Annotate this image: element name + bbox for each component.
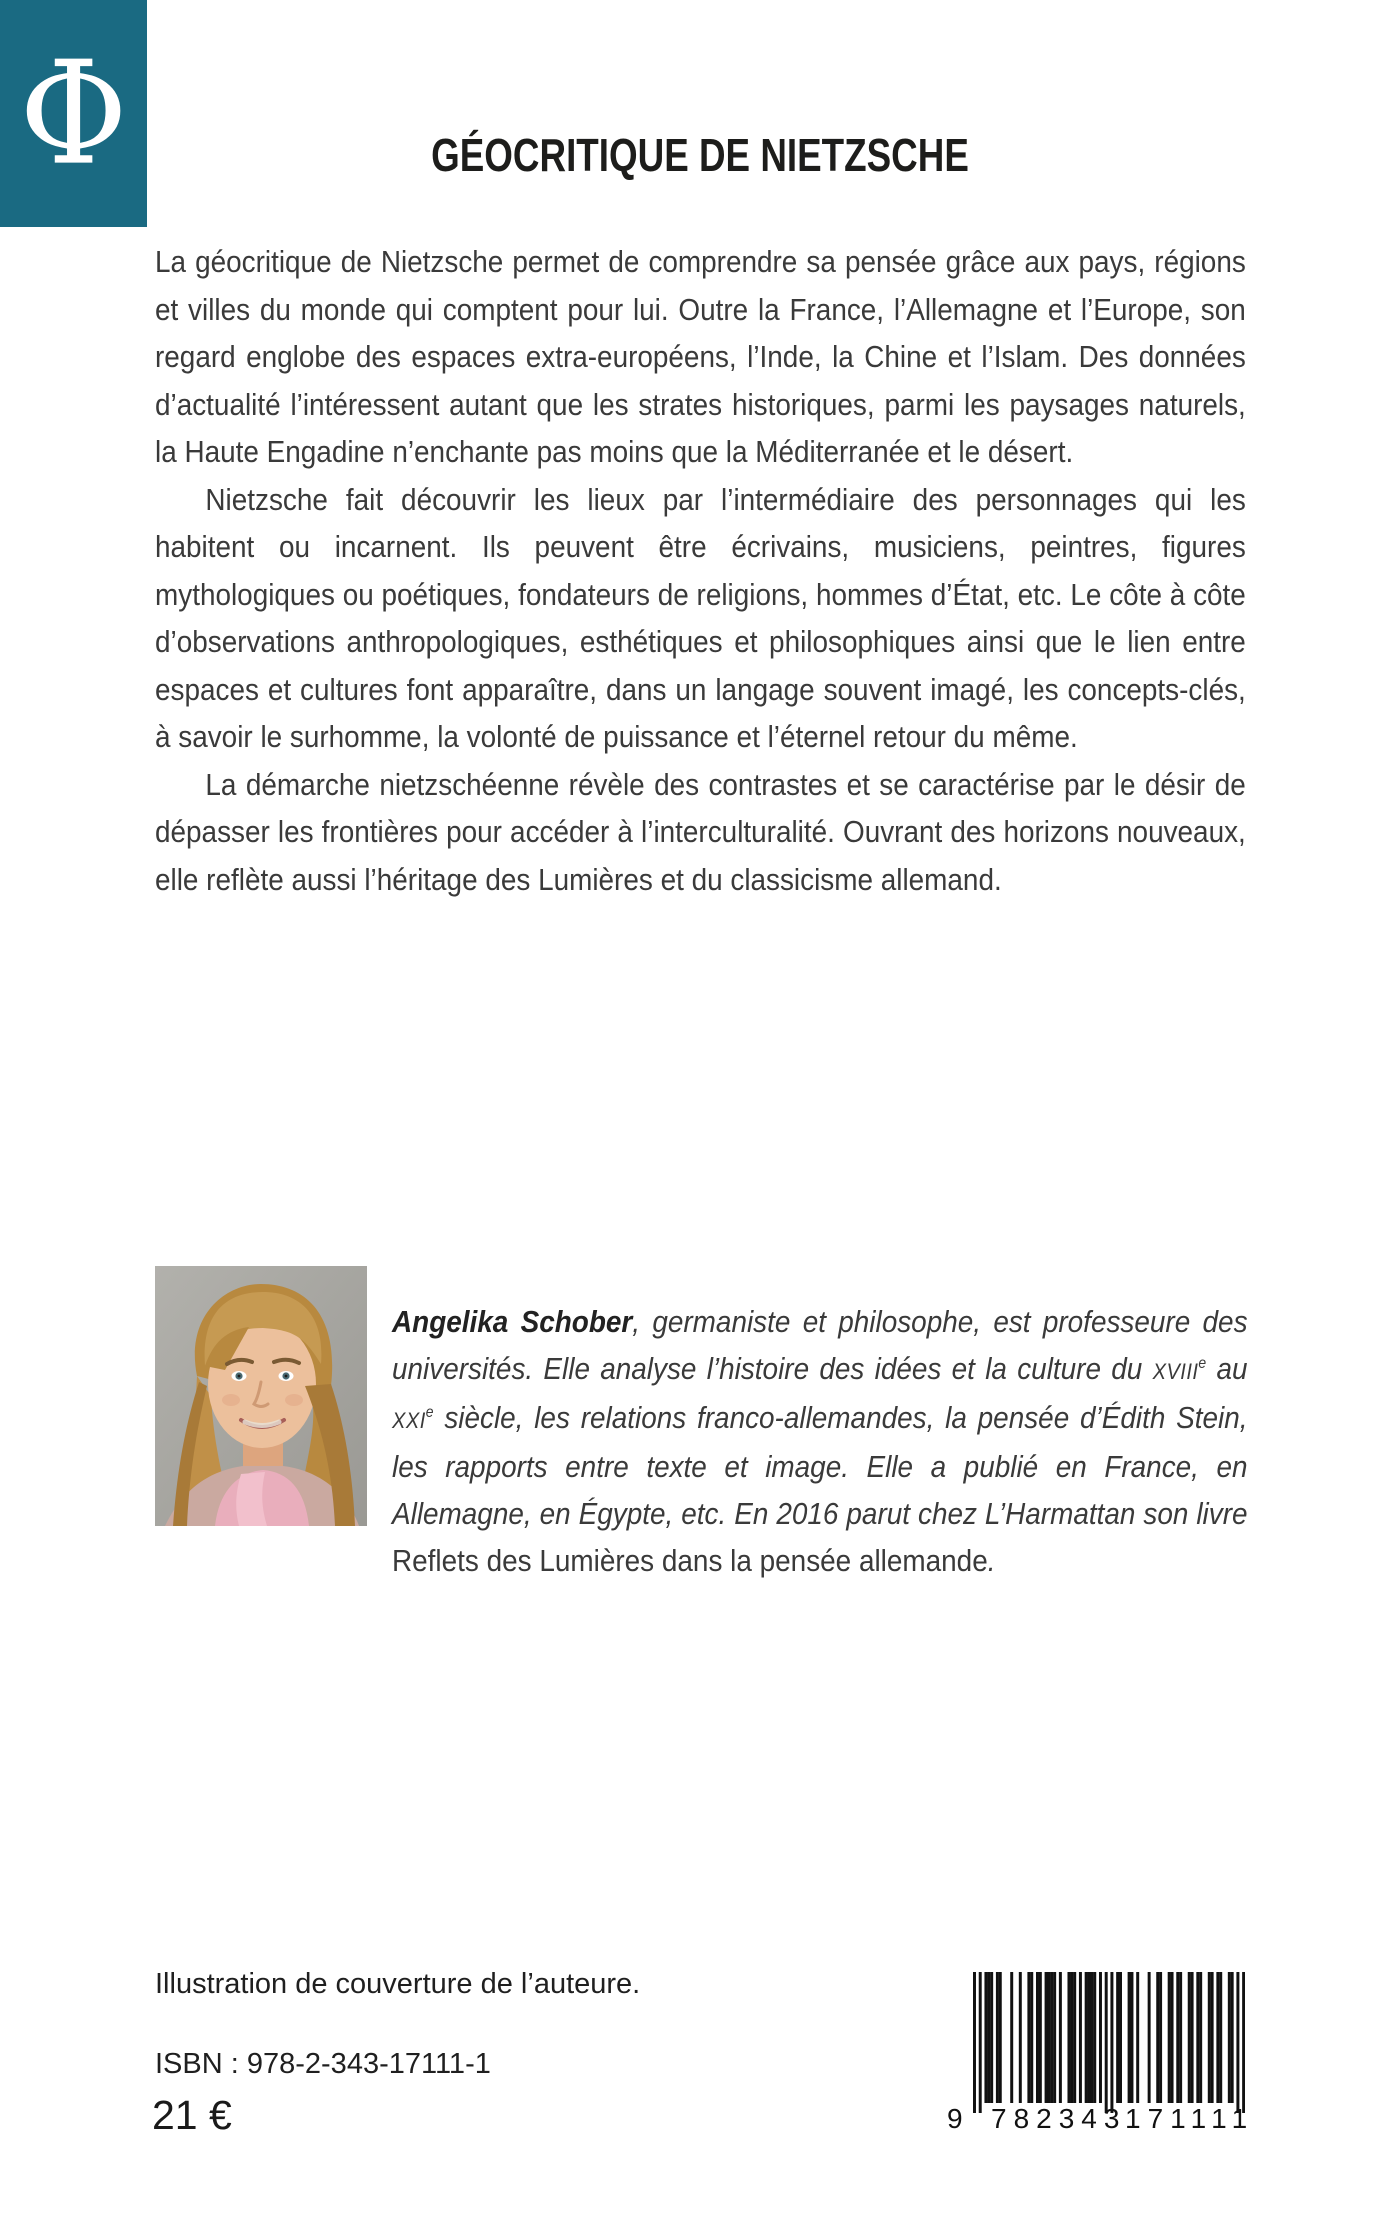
illustration-credit: Illustration de couverture de l’auteure.	[155, 1968, 641, 2000]
author-bio	[392, 1299, 1248, 1585]
synopsis-paragraph-1: La géocritique de Nietzsche permet de comprendre sa pensée grâce aux pays, régions et villes du monde qui comptent pour lui. Outre la France, l’Allemagne et l’Europe, son regard englobe des espaces extra-européens, l’Inde, la Chine et l’Islam. Des données d’actualité l’intéressent autant que les strates historiques, parmi les paysages naturels, la Haute Engadine n’enchante pas moins que la Méditerranée et le désert.	[155, 244, 1246, 469]
isbn-text: ISBN : 978-2-343-17111-1	[155, 2048, 491, 2080]
cited-book-title: Reflets des Lumières dans la pensée allemande	[392, 1543, 988, 1578]
barcode-digits	[947, 2103, 1255, 2135]
synopsis-paragraph-2: Nietzsche fait découvrir les lieux par l’intermédiaire des personnages qui les habitent ou incarnent. Ils peuvent être écrivains, musiciens, peintres, figures mythologiques ou poétiques, fondateurs de religions, hommes d’État, etc. Le côte à côte d’observations anthropologiques, esthétiques et philosophiques ainsi que le lien entre espaces et cultures font apparaître, dans un langage souvent imagé, les concepts-clés, à savoir le surhomme, la volonté de puissance et l’éternel retour du même.	[155, 481, 1246, 754]
bio-text-c: siècle, les relations franco-allemandes, la pensée d’Édith Stein, les rapports entre texte et image. Elle a publié en France, en Allemagne, en Égypte, etc. En 2016 parut chez L’Harmattan son livre	[392, 1400, 1248, 1531]
ordinal-e: e	[1198, 1354, 1207, 1372]
bio-text-a: , germaniste et philosophe, est professeure des universités. Elle analyse l’histoire des idées et la culture du	[392, 1304, 1248, 1386]
barcode-digits-right: 171111	[1125, 2103, 1255, 2134]
author-photo	[155, 1266, 367, 1526]
price-text: 21 €	[152, 2092, 232, 2138]
bio-text-b: au	[1206, 1351, 1248, 1386]
barcode-bars	[973, 1972, 1245, 2113]
synopsis-paragraph-3: La démarche nietzschéenne révèle des contrastes et se caractérise par le désir de dépasser les frontières pour accéder à l’interculturalité. Ouvrant des horizons nouveaux, elle reflète aussi l’héritage des Lumières et du classicisme allemand.	[155, 766, 1246, 897]
phi-logo-icon: Φ	[19, 30, 128, 197]
century-21: XXI	[392, 1407, 426, 1433]
barcode-digit-lead: 9	[947, 2103, 963, 2134]
century-18: XVIII	[1152, 1358, 1199, 1384]
ean13-barcode	[947, 1972, 1255, 2135]
ordinal-e-2: e	[425, 1403, 434, 1421]
barcode-digits-left: 782343	[991, 2103, 1127, 2134]
synopsis	[155, 238, 1246, 903]
bio-text-d: .	[987, 1543, 996, 1578]
book-title: GÉOCRITIQUE DE NIETZSCHE	[431, 129, 969, 181]
author-name: Angelika Schober	[392, 1304, 633, 1339]
publisher-logo	[0, 0, 147, 227]
